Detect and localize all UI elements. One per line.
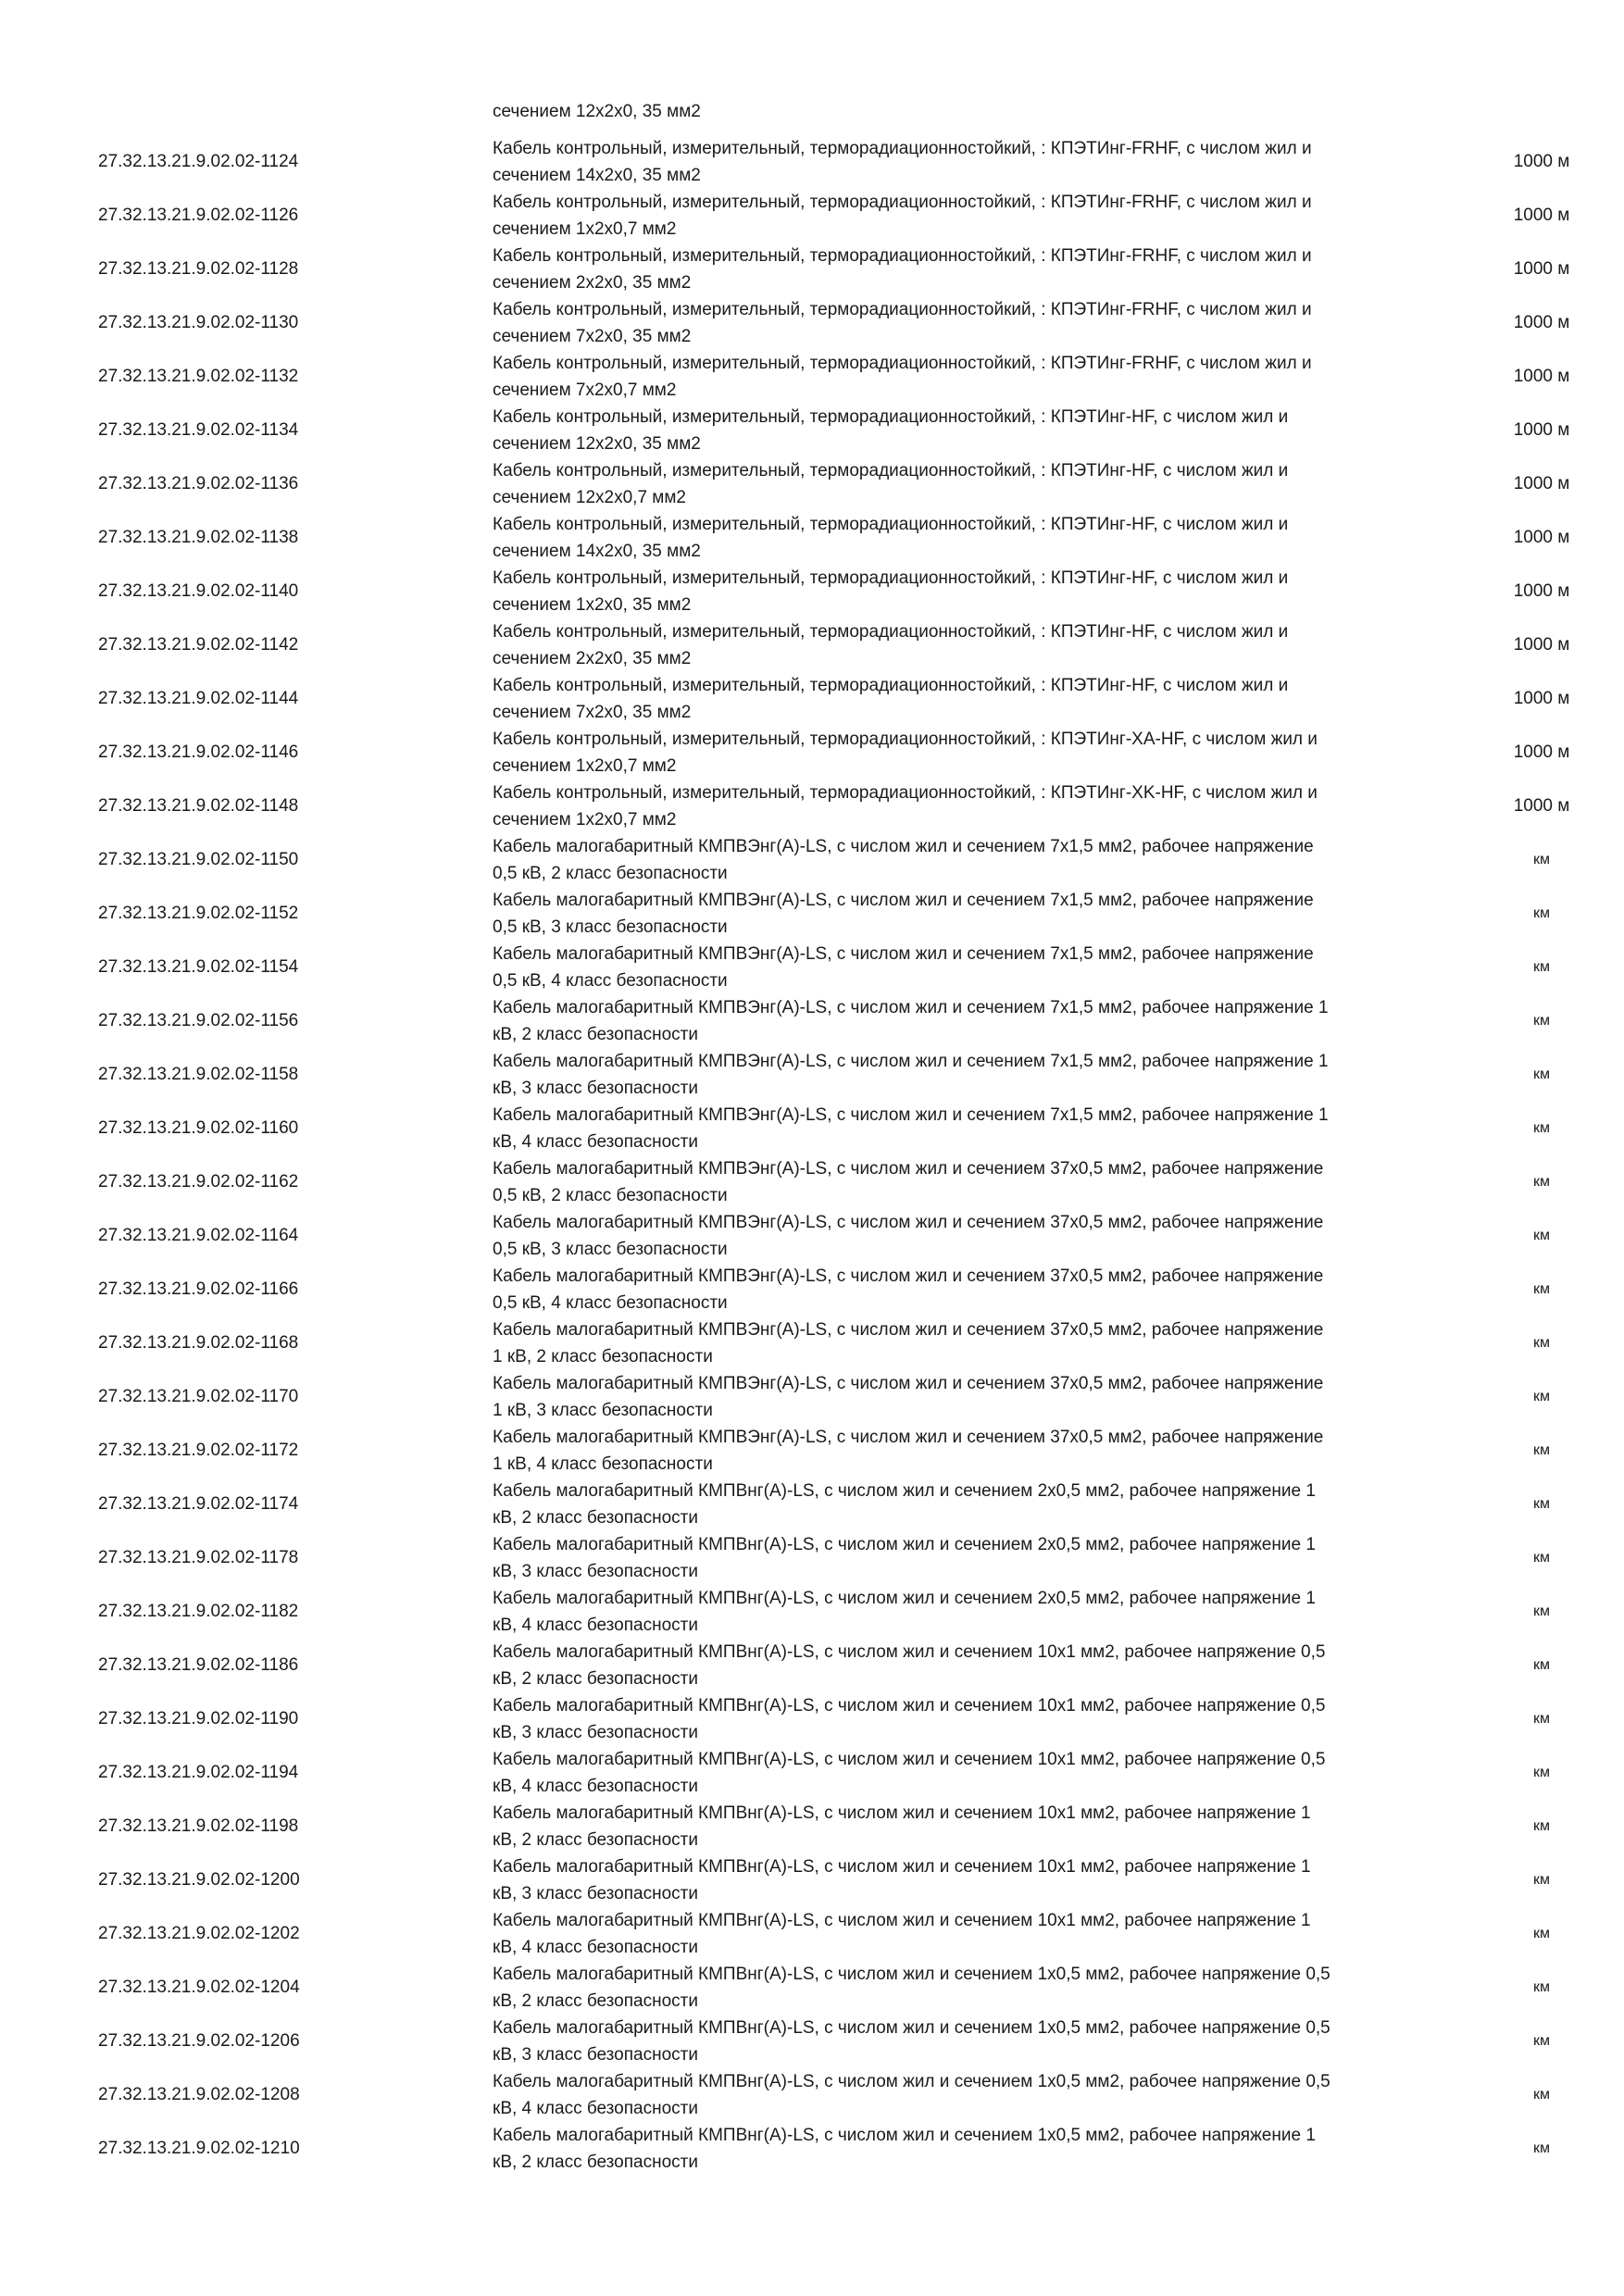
description-line-2: сечением 12x2x0, 35 мм2 [493, 434, 701, 454]
item-unit: км [1533, 959, 1550, 975]
table-row [0, 1531, 1624, 1585]
table-row [0, 1907, 1624, 1961]
description-line-2: 0,5 кВ, 4 класс безопасности [493, 1293, 728, 1313]
item-unit: 1000 м [1513, 420, 1570, 440]
item-unit: км [1533, 1603, 1550, 1619]
item-code: 27.32.13.21.9.02.02-1166 [98, 1279, 299, 1299]
description-line-1: Кабель малогабаритный КМПВнг(A)-LS, с числом жил и сечением 10x1 мм2, рабочее напряжение 0,5 [493, 1696, 1326, 1716]
item-unit: км [1533, 2140, 1550, 2156]
description-line-1: Кабель малогабаритный КМПВнг(A)-LS, с числом жил и сечением 2x0,5 мм2, рабочее напряжение 1 [493, 1589, 1316, 1608]
item-unit: км [1533, 1335, 1550, 1351]
description-line-2: кВ, 2 класс безопасности [493, 1025, 698, 1044]
item-code: 27.32.13.21.9.02.02-1140 [98, 581, 299, 601]
item-unit: км [1533, 1442, 1550, 1458]
item-unit: км [1533, 1657, 1550, 1673]
description-line-1: Кабель малогабаритный КМПВЭнг(A)-LS, с числом жил и сечением 7x1,5 мм2, рабочее напряжение 1 [493, 998, 1329, 1017]
item-code: 27.32.13.21.9.02.02-1128 [98, 259, 299, 279]
description-line-2: кВ, 4 класс безопасности [493, 1132, 698, 1152]
item-description [493, 457, 1465, 511]
description-line-1: Кабель малогабаритный КМПВЭнг(A)-LS, с числом жил и сечением 37x0,5 мм2, рабочее напряжение [493, 1159, 1324, 1179]
item-description [493, 1263, 1465, 1316]
item-unit: км [1533, 852, 1550, 867]
item-description [493, 1692, 1465, 1746]
item-unit: км [1533, 1496, 1550, 1512]
description-line-1: Кабель контрольный, измерительный, терморадиационностойкий, : КПЭТИнг-FRHF, с числом жил и [493, 354, 1312, 373]
table-row [0, 2068, 1624, 2122]
description-line-1: Кабель малогабаритный КМПВнг(A)-LS, с числом жил и сечением 1x0,5 мм2, рабочее напряжение 0,5 [493, 2018, 1330, 2038]
description-line-1: Кабель малогабаритный КМПВнг(A)-LS, с числом жил и сечением 2x0,5 мм2, рабочее напряжение 1 [493, 1535, 1316, 1554]
table-row [0, 1155, 1624, 1209]
item-code: 27.32.13.21.9.02.02-1206 [98, 2031, 300, 2051]
item-code: 27.32.13.21.9.02.02-1162 [98, 1172, 299, 1192]
price-list-table [0, 135, 1624, 2176]
description-line-1: Кабель малогабаритный КМПВЭнг(A)-LS, с числом жил и сечением 37x0,5 мм2, рабочее напряжение [493, 1320, 1324, 1340]
item-description [493, 1853, 1465, 1907]
item-description [493, 1531, 1465, 1585]
table-row [0, 189, 1624, 243]
item-unit: 1000 м [1513, 259, 1570, 279]
table-row [0, 457, 1624, 511]
description-line-1: Кабель малогабаритный КМПВЭнг(A)-LS, с числом жил и сечением 7x1,5 мм2, рабочее напряжение 1 [493, 1052, 1329, 1071]
table-row [0, 726, 1624, 780]
item-description [493, 1639, 1465, 1692]
item-code: 27.32.13.21.9.02.02-1202 [98, 1924, 300, 1943]
description-line-2: кВ, 2 класс безопасности [493, 1991, 698, 2011]
table-row [0, 887, 1624, 941]
description-line-1: Кабель малогабаритный КМПВЭнг(A)-LS, с числом жил и сечением 7x1,5 мм2, рабочее напряжение 1 [493, 1105, 1329, 1125]
description-line-2: кВ, 3 класс безопасности [493, 1079, 698, 1098]
description-line-2: сечением 14x2x0, 35 мм2 [493, 542, 701, 561]
description-line-1: Кабель малогабаритный КМПВЭнг(A)-LS, с числом жил и сечением 37x0,5 мм2, рабочее напряжение [493, 1213, 1324, 1232]
item-description [493, 1424, 1465, 1478]
item-code: 27.32.13.21.9.02.02-1210 [98, 2139, 300, 2158]
continuation-line: сечением 12x2x0, 35 мм2 [493, 102, 701, 121]
item-unit: км [1533, 1281, 1550, 1297]
table-row [0, 296, 1624, 350]
description-line-2: сечением 1x2x0,7 мм2 [493, 810, 677, 830]
item-description [493, 1800, 1465, 1853]
description-line-1: Кабель контрольный, измерительный, терморадиационностойкий, : КПЭТИнг-FRHF, с числом жил и [493, 300, 1312, 319]
item-description [493, 1907, 1465, 1961]
item-description [493, 833, 1465, 887]
description-line-2: 0,5 кВ, 3 класс безопасности [493, 917, 728, 937]
item-unit: км [1533, 1550, 1550, 1566]
item-code: 27.32.13.21.9.02.02-1148 [98, 796, 299, 816]
item-unit: км [1533, 1926, 1550, 1941]
item-unit: 1000 м [1513, 528, 1570, 547]
description-line-2: кВ, 2 класс безопасности [493, 2152, 698, 2172]
item-code: 27.32.13.21.9.02.02-1170 [98, 1387, 299, 1406]
description-line-2: сечением 1x2x0,7 мм2 [493, 756, 677, 776]
description-line-2: кВ, 4 класс безопасности [493, 1938, 698, 1957]
item-unit: км [1533, 1013, 1550, 1029]
table-row [0, 1048, 1624, 1102]
table-row [0, 1263, 1624, 1316]
item-code: 27.32.13.21.9.02.02-1208 [98, 2085, 300, 2104]
item-code: 27.32.13.21.9.02.02-1158 [98, 1065, 299, 1084]
item-unit: км [1533, 1818, 1550, 1834]
description-line-1: Кабель малогабаритный КМПВнг(A)-LS, с числом жил и сечением 10x1 мм2, рабочее напряжение 0,5 [493, 1750, 1326, 1769]
item-description [493, 1746, 1465, 1800]
item-description [493, 1102, 1465, 1155]
description-line-2: кВ, 3 класс безопасности [493, 2045, 698, 2065]
description-line-2: сечением 7x2x0, 35 мм2 [493, 703, 692, 722]
table-row [0, 672, 1624, 726]
description-line-2: сечением 12x2x0,7 мм2 [493, 488, 686, 507]
item-description [493, 1961, 1465, 2015]
item-code: 27.32.13.21.9.02.02-1146 [98, 742, 299, 762]
item-code: 27.32.13.21.9.02.02-1152 [98, 904, 299, 923]
item-code: 27.32.13.21.9.02.02-1134 [98, 420, 299, 440]
description-line-2: сечением 14x2x0, 35 мм2 [493, 166, 701, 185]
table-row [0, 404, 1624, 457]
description-line-1: Кабель малогабаритный КМПВнг(A)-LS, с числом жил и сечением 1x0,5 мм2, рабочее напряжение 0,5 [493, 1965, 1330, 1984]
table-row [0, 511, 1624, 565]
item-description [493, 2122, 1465, 2176]
item-description [493, 887, 1465, 941]
item-description [493, 1478, 1465, 1531]
description-line-2: 0,5 кВ, 2 класс безопасности [493, 1186, 728, 1205]
table-row [0, 1424, 1624, 1478]
description-line-1: Кабель контрольный, измерительный, терморадиационностойкий, : КПЭТИнг-HF, с числом жил и [493, 461, 1289, 480]
item-code: 27.32.13.21.9.02.02-1168 [98, 1333, 299, 1353]
item-unit: км [1533, 1174, 1550, 1190]
description-line-2: кВ, 2 класс безопасности [493, 1669, 698, 1689]
description-line-2: сечением 7x2x0,7 мм2 [493, 381, 677, 400]
table-row [0, 1692, 1624, 1746]
table-row [0, 1370, 1624, 1424]
description-line-2: кВ, 3 класс безопасности [493, 1884, 698, 1903]
item-unit: 1000 м [1513, 796, 1570, 816]
description-line-1: Кабель малогабаритный КМПВнг(A)-LS, с числом жил и сечением 10x1 мм2, рабочее напряжение 1 [493, 1911, 1311, 1930]
description-line-1: Кабель малогабаритный КМПВЭнг(A)-LS, с числом жил и сечением 7x1,5 мм2, рабочее напряжение [493, 891, 1314, 910]
item-description [493, 511, 1465, 565]
table-row [0, 135, 1624, 189]
item-code: 27.32.13.21.9.02.02-1200 [98, 1870, 300, 1890]
item-unit: км [1533, 1979, 1550, 1995]
item-unit: км [1533, 1765, 1550, 1780]
description-line-1: Кабель контрольный, измерительный, терморадиационностойкий, : КПЭТИнг-HF, с числом жил и [493, 568, 1289, 588]
description-line-1: Кабель контрольный, измерительный, терморадиационностойкий, : КПЭТИнг-HF, с числом жил и [493, 622, 1289, 642]
table-row [0, 1102, 1624, 1155]
table-row [0, 1961, 1624, 2015]
item-unit: 1000 м [1513, 689, 1570, 708]
item-description [493, 941, 1465, 994]
item-unit: км [1533, 905, 1550, 921]
description-line-1: Кабель контрольный, измерительный, терморадиационностойкий, : КПЭТИнг-XA-HF, с числом жил и [493, 730, 1318, 749]
item-unit: км [1533, 1228, 1550, 1243]
item-description [493, 994, 1465, 1048]
table-row [0, 1800, 1624, 1853]
table-row [0, 1639, 1624, 1692]
item-unit: 1000 м [1513, 367, 1570, 386]
item-description [493, 1585, 1465, 1639]
description-line-2: кВ, 2 класс безопасности [493, 1508, 698, 1528]
item-unit: 1000 м [1513, 635, 1570, 655]
table-row [0, 243, 1624, 296]
item-code: 27.32.13.21.9.02.02-1178 [98, 1548, 299, 1567]
description-line-1: Кабель малогабаритный КМПВЭнг(A)-LS, с числом жил и сечением 7x1,5 мм2, рабочее напряжение [493, 837, 1314, 856]
item-code: 27.32.13.21.9.02.02-1198 [98, 1816, 299, 1836]
item-description [493, 1316, 1465, 1370]
item-code: 27.32.13.21.9.02.02-1136 [98, 474, 299, 493]
description-line-2: кВ, 3 класс безопасности [493, 1562, 698, 1581]
item-code: 27.32.13.21.9.02.02-1154 [98, 957, 299, 977]
item-code: 27.32.13.21.9.02.02-1160 [98, 1118, 299, 1138]
item-description [493, 1155, 1465, 1209]
table-row [0, 1585, 1624, 1639]
item-code: 27.32.13.21.9.02.02-1156 [98, 1011, 299, 1030]
item-description [493, 243, 1465, 296]
description-line-2: 0,5 кВ, 4 класс безопасности [493, 971, 728, 991]
description-line-1: Кабель контрольный, измерительный, терморадиационностойкий, : КПЭТИнг-FRHF, с числом жил и [493, 139, 1312, 158]
item-code: 27.32.13.21.9.02.02-1124 [98, 152, 299, 171]
description-line-2: 1 кВ, 4 класс безопасности [493, 1454, 713, 1474]
description-line-2: сечением 7x2x0, 35 мм2 [493, 327, 692, 346]
description-line-2: 1 кВ, 3 класс безопасности [493, 1401, 713, 1420]
description-line-1: Кабель малогабаритный КМПВнг(A)-LS, с числом жил и сечением 10x1 мм2, рабочее напряжение 1 [493, 1803, 1311, 1823]
item-code: 27.32.13.21.9.02.02-1164 [98, 1226, 299, 1245]
table-row [0, 1209, 1624, 1263]
item-code: 27.32.13.21.9.02.02-1142 [98, 635, 299, 655]
description-line-1: Кабель малогабаритный КМПВнг(A)-LS, с числом жил и сечением 2x0,5 мм2, рабочее напряжение 1 [493, 1481, 1316, 1501]
description-line-2: сечением 1x2x0, 35 мм2 [493, 595, 692, 615]
item-code: 27.32.13.21.9.02.02-1186 [98, 1655, 299, 1675]
description-line-2: сечением 2x2x0, 35 мм2 [493, 649, 692, 668]
description-line-2: 0,5 кВ, 3 класс безопасности [493, 1240, 728, 1259]
description-line-1: Кабель контрольный, измерительный, терморадиационностойкий, : КПЭТИнг-FRHF, с числом жил и [493, 193, 1312, 212]
item-code: 27.32.13.21.9.02.02-1182 [98, 1602, 299, 1621]
item-code: 27.32.13.21.9.02.02-1194 [98, 1763, 299, 1782]
description-line-1: Кабель малогабаритный КМПВЭнг(A)-LS, с числом жил и сечением 37x0,5 мм2, рабочее напряжение [493, 1428, 1324, 1447]
description-line-1: Кабель малогабаритный КМПВЭнг(A)-LS, с числом жил и сечением 37x0,5 мм2, рабочее напряжение [493, 1267, 1324, 1286]
description-line-1: Кабель контрольный, измерительный, терморадиационностойкий, : КПЭТИнг-HF, с числом жил и [493, 676, 1289, 695]
table-row [0, 780, 1624, 833]
table-row [0, 941, 1624, 994]
description-line-2: кВ, 4 класс безопасности [493, 2099, 698, 2118]
item-description [493, 672, 1465, 726]
item-description [493, 350, 1465, 404]
item-code: 27.32.13.21.9.02.02-1138 [98, 528, 299, 547]
item-unit: км [1533, 1711, 1550, 1727]
item-description [493, 726, 1465, 780]
description-line-1: Кабель малогабаритный КМПВЭнг(A)-LS, с числом жил и сечением 7x1,5 мм2, рабочее напряжение [493, 944, 1314, 964]
item-code: 27.32.13.21.9.02.02-1204 [98, 1978, 300, 1997]
table-row [0, 1316, 1624, 1370]
item-code: 27.32.13.21.9.02.02-1132 [98, 367, 299, 386]
item-code: 27.32.13.21.9.02.02-1172 [98, 1441, 299, 1460]
table-row [0, 1478, 1624, 1531]
item-unit: 1000 м [1513, 313, 1570, 332]
description-line-1: Кабель контрольный, измерительный, терморадиационностойкий, : КПЭТИнг-XK-HF, с числом жил и [493, 783, 1318, 803]
description-line-1: Кабель малогабаритный КМПВнг(A)-LS, с числом жил и сечением 1x0,5 мм2, рабочее напряжение 0,5 [493, 2072, 1330, 2091]
description-line-1: Кабель контрольный, измерительный, терморадиационностойкий, : КПЭТИнг-HF, с числом жил и [493, 407, 1289, 427]
item-unit: км [1533, 1872, 1550, 1888]
description-line-2: кВ, 4 класс безопасности [493, 1777, 698, 1796]
item-code: 27.32.13.21.9.02.02-1130 [98, 313, 299, 332]
table-row [0, 350, 1624, 404]
item-description [493, 780, 1465, 833]
item-description [493, 1048, 1465, 1102]
item-unit: км [1533, 2087, 1550, 2103]
description-line-2: 1 кВ, 2 класс безопасности [493, 1347, 713, 1366]
item-unit: км [1533, 1389, 1550, 1404]
item-description [493, 565, 1465, 618]
item-description [493, 404, 1465, 457]
table-row [0, 2015, 1624, 2068]
description-line-1: Кабель контрольный, измерительный, терморадиационностойкий, : КПЭТИнг-FRHF, с числом жил и [493, 246, 1312, 266]
description-line-2: кВ, 3 класс безопасности [493, 1723, 698, 1742]
item-code: 27.32.13.21.9.02.02-1150 [98, 850, 299, 869]
item-description [493, 189, 1465, 243]
description-line-2: сечением 1x2x0,7 мм2 [493, 219, 677, 239]
description-line-1: Кабель малогабаритный КМПВнг(A)-LS, с числом жил и сечением 1x0,5 мм2, рабочее напряжение 1 [493, 2126, 1316, 2145]
description-line-1: Кабель контрольный, измерительный, терморадиационностойкий, : КПЭТИнг-HF, с числом жил и [493, 515, 1289, 534]
item-unit: км [1533, 1067, 1550, 1082]
description-line-2: кВ, 2 класс безопасности [493, 1830, 698, 1850]
item-unit: км [1533, 1120, 1550, 1136]
item-code: 27.32.13.21.9.02.02-1190 [98, 1709, 299, 1728]
item-description [493, 2068, 1465, 2122]
item-description [493, 1370, 1465, 1424]
item-unit: 1000 м [1513, 742, 1570, 762]
item-description [493, 135, 1465, 189]
item-unit: 1000 м [1513, 152, 1570, 171]
item-description [493, 1209, 1465, 1263]
table-row [0, 994, 1624, 1048]
table-row [0, 1746, 1624, 1800]
item-unit: км [1533, 2033, 1550, 2049]
description-line-2: 0,5 кВ, 2 класс безопасности [493, 864, 728, 883]
item-code: 27.32.13.21.9.02.02-1126 [98, 206, 299, 225]
description-line-1: Кабель малогабаритный КМПВнг(A)-LS, с числом жил и сечением 10x1 мм2, рабочее напряжение 1 [493, 1857, 1311, 1877]
item-unit: 1000 м [1513, 474, 1570, 493]
table-row [0, 2122, 1624, 2176]
item-unit: 1000 м [1513, 581, 1570, 601]
table-row [0, 833, 1624, 887]
table-row [0, 618, 1624, 672]
table-row [0, 1853, 1624, 1907]
item-unit: 1000 м [1513, 206, 1570, 225]
description-line-2: кВ, 4 класс безопасности [493, 1616, 698, 1635]
description-line-2: сечением 2x2x0, 35 мм2 [493, 273, 692, 293]
item-description [493, 296, 1465, 350]
item-description [493, 618, 1465, 672]
item-code: 27.32.13.21.9.02.02-1174 [98, 1494, 299, 1514]
description-line-1: Кабель малогабаритный КМПВнг(A)-LS, с числом жил и сечением 10x1 мм2, рабочее напряжение 0,5 [493, 1642, 1326, 1662]
item-code: 27.32.13.21.9.02.02-1144 [98, 689, 299, 708]
table-row [0, 565, 1624, 618]
item-description [493, 2015, 1465, 2068]
description-line-1: Кабель малогабаритный КМПВЭнг(A)-LS, с числом жил и сечением 37x0,5 мм2, рабочее напряжение [493, 1374, 1324, 1393]
